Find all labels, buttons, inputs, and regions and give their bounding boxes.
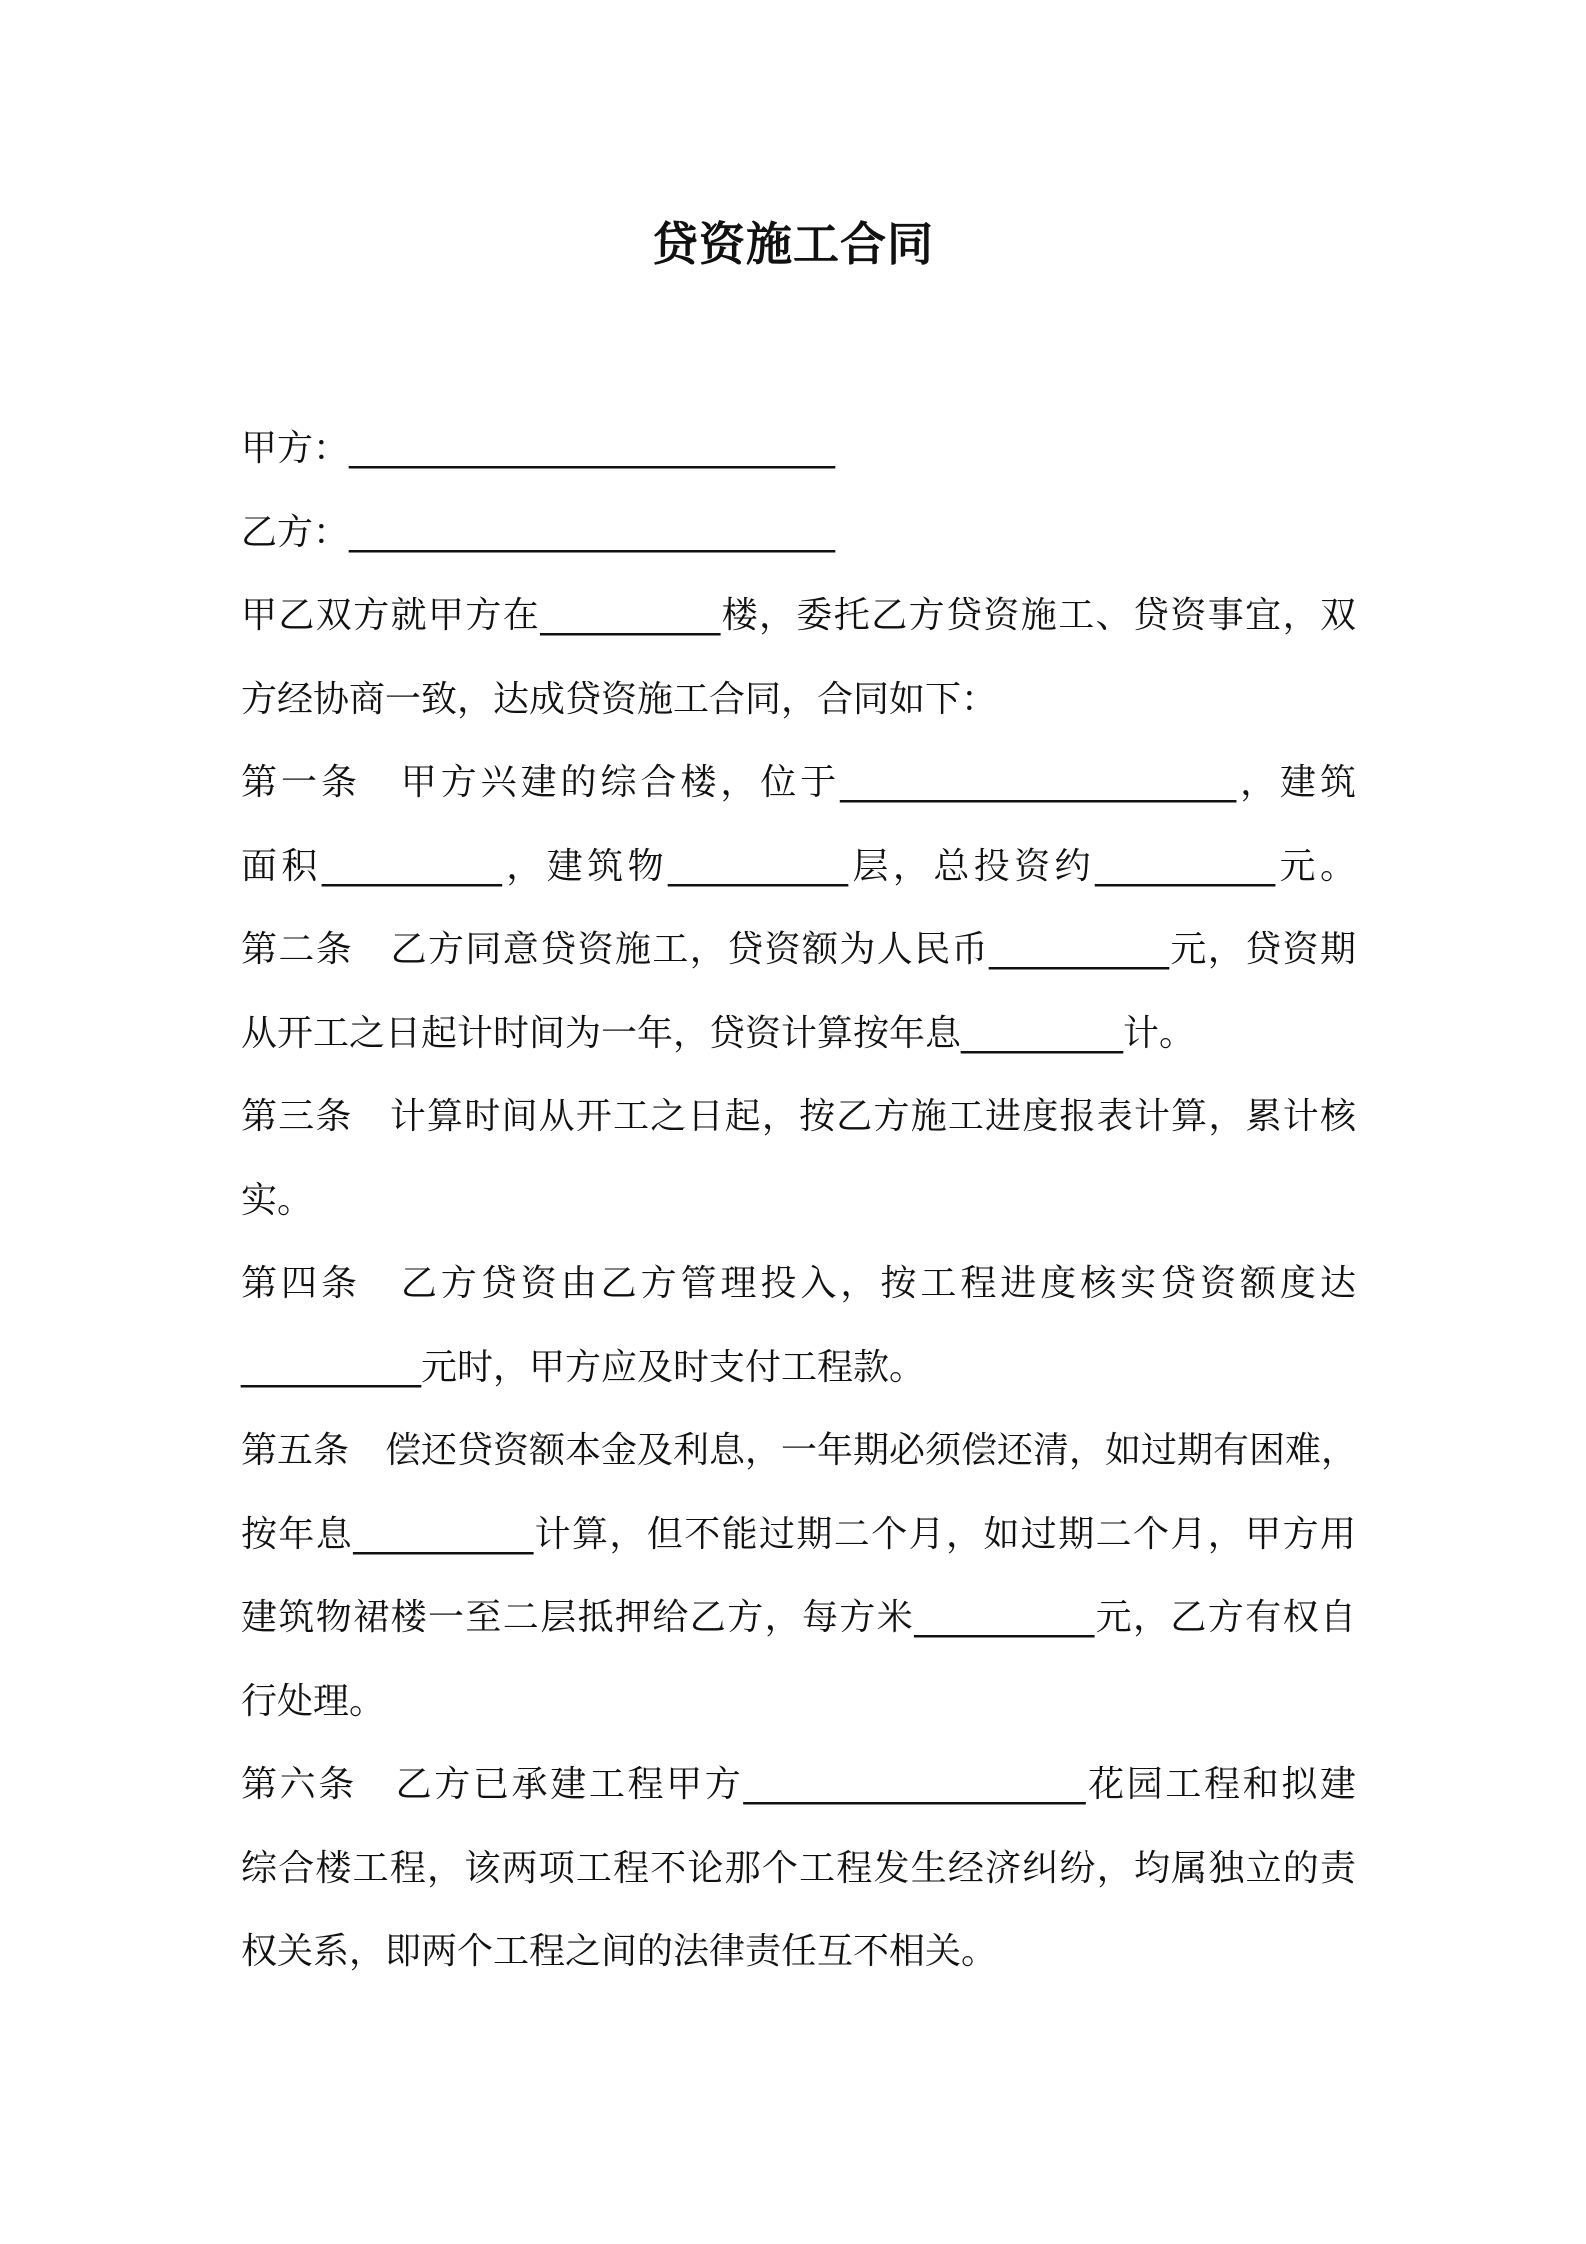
article-3-line-1: 第三条 计算时间从开工之日起，按乙方施工进度报表计算，累计核 — [241, 1096, 1356, 1137]
article-6-line-2: 综合楼工程，该两项工程不论那个工程发生经济纠纷，均属独立的责 — [241, 1847, 1356, 1889]
article-5-line-4: 行处理。 — [241, 1680, 386, 1722]
page-title: 贷资施工合同 — [652, 217, 934, 271]
article-5-line-2: 按年息__________计算，但不能过期二个月，如过期二个月，甲方用 — [241, 1513, 1356, 1555]
article-3-line-2: 实。 — [241, 1179, 314, 1221]
party-a-line: 甲方：___________________________ — [241, 428, 836, 469]
article-6-line-3: 权关系，即两个工程之间的法律责任互不相关。 — [241, 1931, 998, 1972]
article-4-line-1: 第四条 乙方贷资由乙方管理投入，按工程进度核实贷资额度达 — [241, 1263, 1356, 1304]
article-1-line-2: 面积__________，建筑物__________层，总投资约__________元。 — [241, 845, 1356, 887]
article-4-line-2: __________元时，甲方应及时支付工程款。 — [241, 1346, 926, 1388]
article-6-line-1: 第六条 乙方已承建工程甲方___________________花园工程和拟建 — [241, 1764, 1356, 1805]
contract-body — [241, 407, 1356, 1994]
article-2-line-2: 从开工之日起计时间为一年，贷资计算按年息_________计。 — [241, 1012, 1196, 1054]
party-b-line: 乙方：___________________________ — [241, 511, 836, 553]
preamble-line-1: 甲乙双方就甲方在__________楼，委托乙方贷资施工、贷资事宜，双 — [241, 595, 1356, 636]
article-5-line-1: 第五条 偿还贷资额本金及利息，一年期必须偿还清，如过期有困难， — [241, 1430, 1358, 1471]
article-1-line-1: 第一条 甲方兴建的综合楼，位于______________________，建筑 — [241, 762, 1356, 803]
preamble-line-2: 方经协商一致，达成贷资施工合同，合同如下： — [241, 678, 998, 720]
article-5-line-3: 建筑物裙楼一至二层抵押给乙方，每方米__________元，乙方有权自 — [241, 1597, 1356, 1638]
article-2-line-1: 第二条 乙方同意贷资施工，贷资额为人民币__________元，贷资期 — [241, 929, 1356, 970]
